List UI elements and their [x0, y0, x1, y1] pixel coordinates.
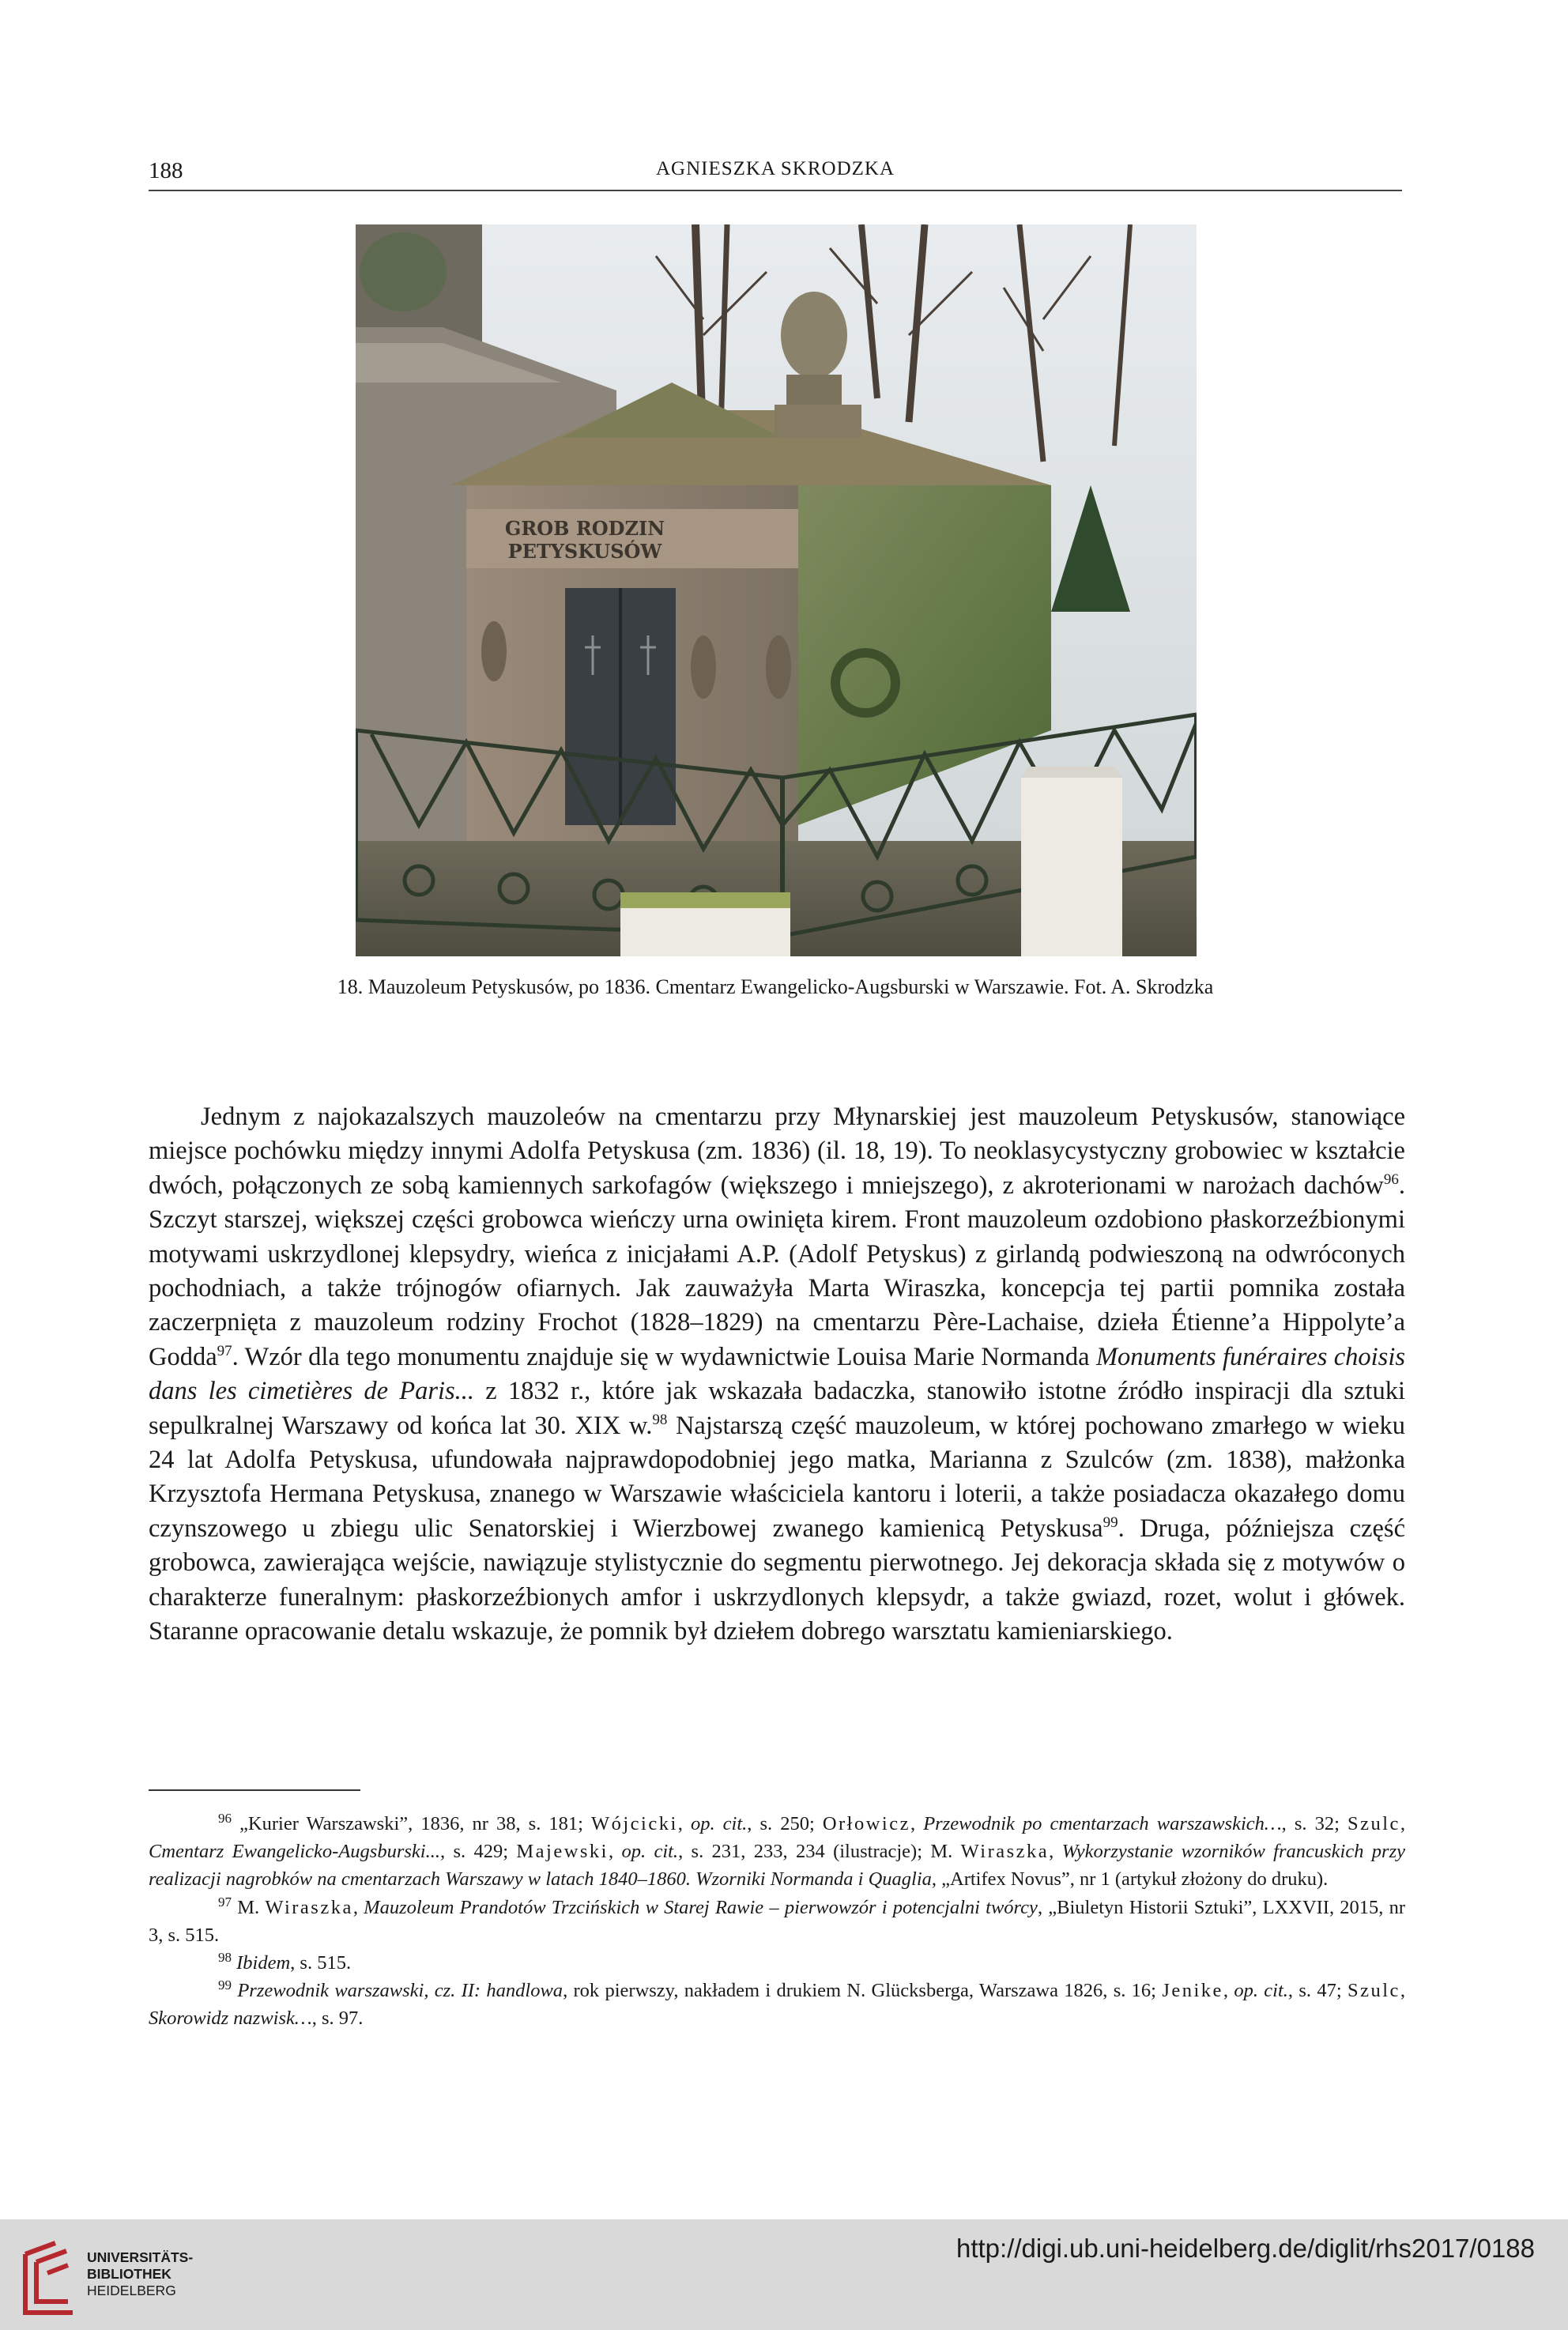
library-name — [87, 2249, 193, 2299]
footnote-text: , s. 32; — [1281, 1813, 1348, 1834]
footnote-ref-98: 98 — [652, 1411, 668, 1428]
inscription-line2: PETYSKUSÓW — [507, 540, 662, 563]
running-head: AGNIESZKA SKRODZKA — [655, 158, 895, 179]
footnote-italic: Przewodnik warszawski, cz. II: handlowa — [237, 1980, 564, 2002]
footnote-text: , rok pierwszy, nakładem i drukiem N. Glücksberga, Warszawa 1826, s. 16; — [563, 1980, 1163, 2002]
footnote-text: , — [1400, 1813, 1405, 1834]
footnote-text: , s. 47; — [1287, 1980, 1348, 2002]
footnote-author: Jenike — [1162, 1980, 1223, 2002]
footnote-author: Wiraszka — [265, 1896, 353, 1918]
body-text-6: . Druga, późniejsza część grobowca, zawierająca wejście, nawiązuje stylistycznie do segmentu pierwotnego. Jej dekoracja składa się z motywów o charakterze funeralnym: płaskorzeźbionych amfor i uskrzydlonych klepsydr, a także gwiazd, rozet, wolut i główek. Staranne opracowanie detalu wskazuje, że pomnik był dziełem dobrego warsztatu kamieniarskiego. — [149, 1514, 1405, 1646]
footnote-text: , — [1049, 1841, 1062, 1863]
library-name-line1: UNIVERSITÄTS- — [87, 2249, 194, 2265]
footnote-text: , — [608, 1841, 622, 1863]
footnote-text: , — [910, 1813, 924, 1834]
footnote-italic: Wykorzystanie wzorników francuskich przy realizacji nagrobków na cmentarzach Warszawy w latach 1840–1860. Wzorniki Normanda i Quaglia — [149, 1841, 1405, 1891]
footnote-text: , — [677, 1813, 691, 1834]
footnote-text: , s. 250; — [747, 1813, 823, 1834]
footnote-italic: Przewodnik po cmentarzach warszawskich… — [923, 1813, 1282, 1834]
footnote-italic: Ibidem — [236, 1952, 291, 1974]
book-title: Monuments funéraires choisis dans les cimetières de Paris... — [149, 1342, 1405, 1406]
footnote-96 — [149, 1810, 1405, 1894]
footnote-text: , — [1400, 1980, 1406, 2002]
footnote-italic: op. cit. — [1234, 1980, 1288, 2002]
footnote-number: 99 — [218, 1977, 232, 1993]
header-rule — [149, 190, 1402, 191]
footnote-number: 98 — [218, 1949, 232, 1965]
footnote-text: , „Biuletyn Historii Sztuki”, LXXVII, 2015, nr 3, s. 515. — [149, 1896, 1406, 1946]
footnote-text: , — [352, 1896, 364, 1918]
footnote-author: Majewski — [516, 1841, 609, 1863]
body-text-1: Jednym z najokazalszych mauzoleów na cmentarzu przy Młynarskiej jest mauzoleum Petyskusów, stanowiące miejsce pochówku między innymi Adolfa Petyskusa (zm. 1836) (il. 18, 19). To neoklasycystyczny grobowiec w kształcie dwóch, połączonych ze sobą kamiennych sarkofagów (większego i mniejszego), z akroterionami w narożach dachów — [149, 1103, 1405, 1200]
footnote-italic: op. cit. — [621, 1841, 679, 1863]
page-number: 188 — [149, 158, 183, 183]
inscription-line1: GROB RODZIN — [504, 517, 665, 540]
footnotes — [149, 1810, 1405, 2033]
footnote-author: Szulc — [1347, 1980, 1400, 2002]
footnote-97 — [149, 1894, 1405, 1949]
footnote-text: M. — [232, 1896, 266, 1918]
footnote-italic: Skorowidz nazwisk… — [149, 2008, 312, 2030]
footnote-author: Orłowicz — [822, 1813, 910, 1834]
footnote-author: Wiraszka — [960, 1841, 1050, 1863]
body-text-3: . Wzór dla tego monumentu znajduje się w wydawnictwie Louisa Marie Normanda — [232, 1342, 1096, 1371]
library-logo-icon — [21, 2238, 77, 2317]
body-paragraph — [149, 1100, 1405, 1649]
library-name-line2: BIBLIOTHEK — [87, 2266, 172, 2282]
footnote-italic: Cmentarz Ewangelicko-Augsburski... — [149, 1841, 440, 1863]
body-text-4: z 1832 r., które jak wskazała badaczka, stanowiło istotne źródło inspiracji dla sztuki sepulkralnej Warszawy od końca lat 30. XIX w. — [149, 1377, 1405, 1440]
figure-photo — [356, 224, 1197, 956]
source-url-link[interactable]: http://digi.ub.uni-heidelberg.de/diglit/rhs2017/0188 — [956, 2234, 1535, 2263]
footnote-author: Wójcicki — [591, 1813, 678, 1834]
footnote-number: 97 — [218, 1894, 232, 1910]
footnote-text: , „Artifex Novus”, nr 1 (artykuł złożony do druku). — [931, 1868, 1329, 1891]
footnote-ref-99: 99 — [1102, 1514, 1118, 1532]
footnote-ref-96: 96 — [1383, 1171, 1399, 1188]
footnote-text: , s. 231, 233, 234 (ilustracje); M. — [678, 1841, 961, 1863]
footnote-text: , — [1223, 1980, 1234, 2002]
footnote-italic: Mauzoleum Prandotów Trzcińskich w Starej Rawie – pierwowzór i potencjalni twórcy — [364, 1896, 1038, 1918]
footnote-author: Szulc — [1347, 1813, 1400, 1834]
footnote-99 — [149, 1977, 1405, 2032]
footnote-text: , s. 429; — [439, 1841, 517, 1863]
footnote-98 — [149, 1949, 1405, 1977]
footnote-number: 96 — [218, 1810, 232, 1826]
footnote-text: „Kurier Warszawski”, 1836, nr 38, s. 181; — [232, 1813, 591, 1834]
footnote-ref-97: 97 — [217, 1343, 232, 1360]
footnote-text: , s. 97. — [311, 2008, 364, 2030]
footnote-italic: op. cit. — [690, 1813, 748, 1834]
footnote-rule — [149, 1789, 360, 1791]
body-text-5: Najstarszą część mauzoleum, w której pochowano zmarłego w wieku 24 lat Adolfa Petyskusa, ufundowała najprawdopodobniej jego matka, Marianna z Szulców (zm. 1838), małżonka Krzysztofa Hermana Petyskusa, znanego w Warszawie właściciela kantoru i loterii, a także posiadacza okazałego domu czynszowego u zbiegu ulic Senatorskiej i Wierzbowej zwanego kamienicą Petyskusa — [149, 1411, 1405, 1543]
library-name-line3: HEIDELBERG — [87, 2283, 176, 2298]
body-text-2: . Szczyt starszej, większej części grobowca wieńczy urna owinięta kirem. Front mauzoleum ozdobiono płaskorzeźbionymi motywami uskrzydlonej klepsydry, wieńca z inicjałami A.P. (Adolf Petyskus) z girlandą podwieszoną na odwróconych pochodniach, a także trójnogów ofiarnych. Jak zauważyła Marta Wiraszka, koncepcja tej partii pomnika została zaczerpnięta z mauzoleum rodziny Frochot (1828–1829) na cmentarzu Père-Lachaise, dzieła Étienne’a Hippolyte’a Godda — [149, 1171, 1405, 1371]
footnote-text: , s. 515. — [290, 1952, 352, 1974]
figure-caption: 18. Mauzoleum Petyskusów, po 1836. Cmentarz Ewangelicko-Augsburski w Warszawie. Fot. A. Skrodzka — [337, 975, 1214, 998]
